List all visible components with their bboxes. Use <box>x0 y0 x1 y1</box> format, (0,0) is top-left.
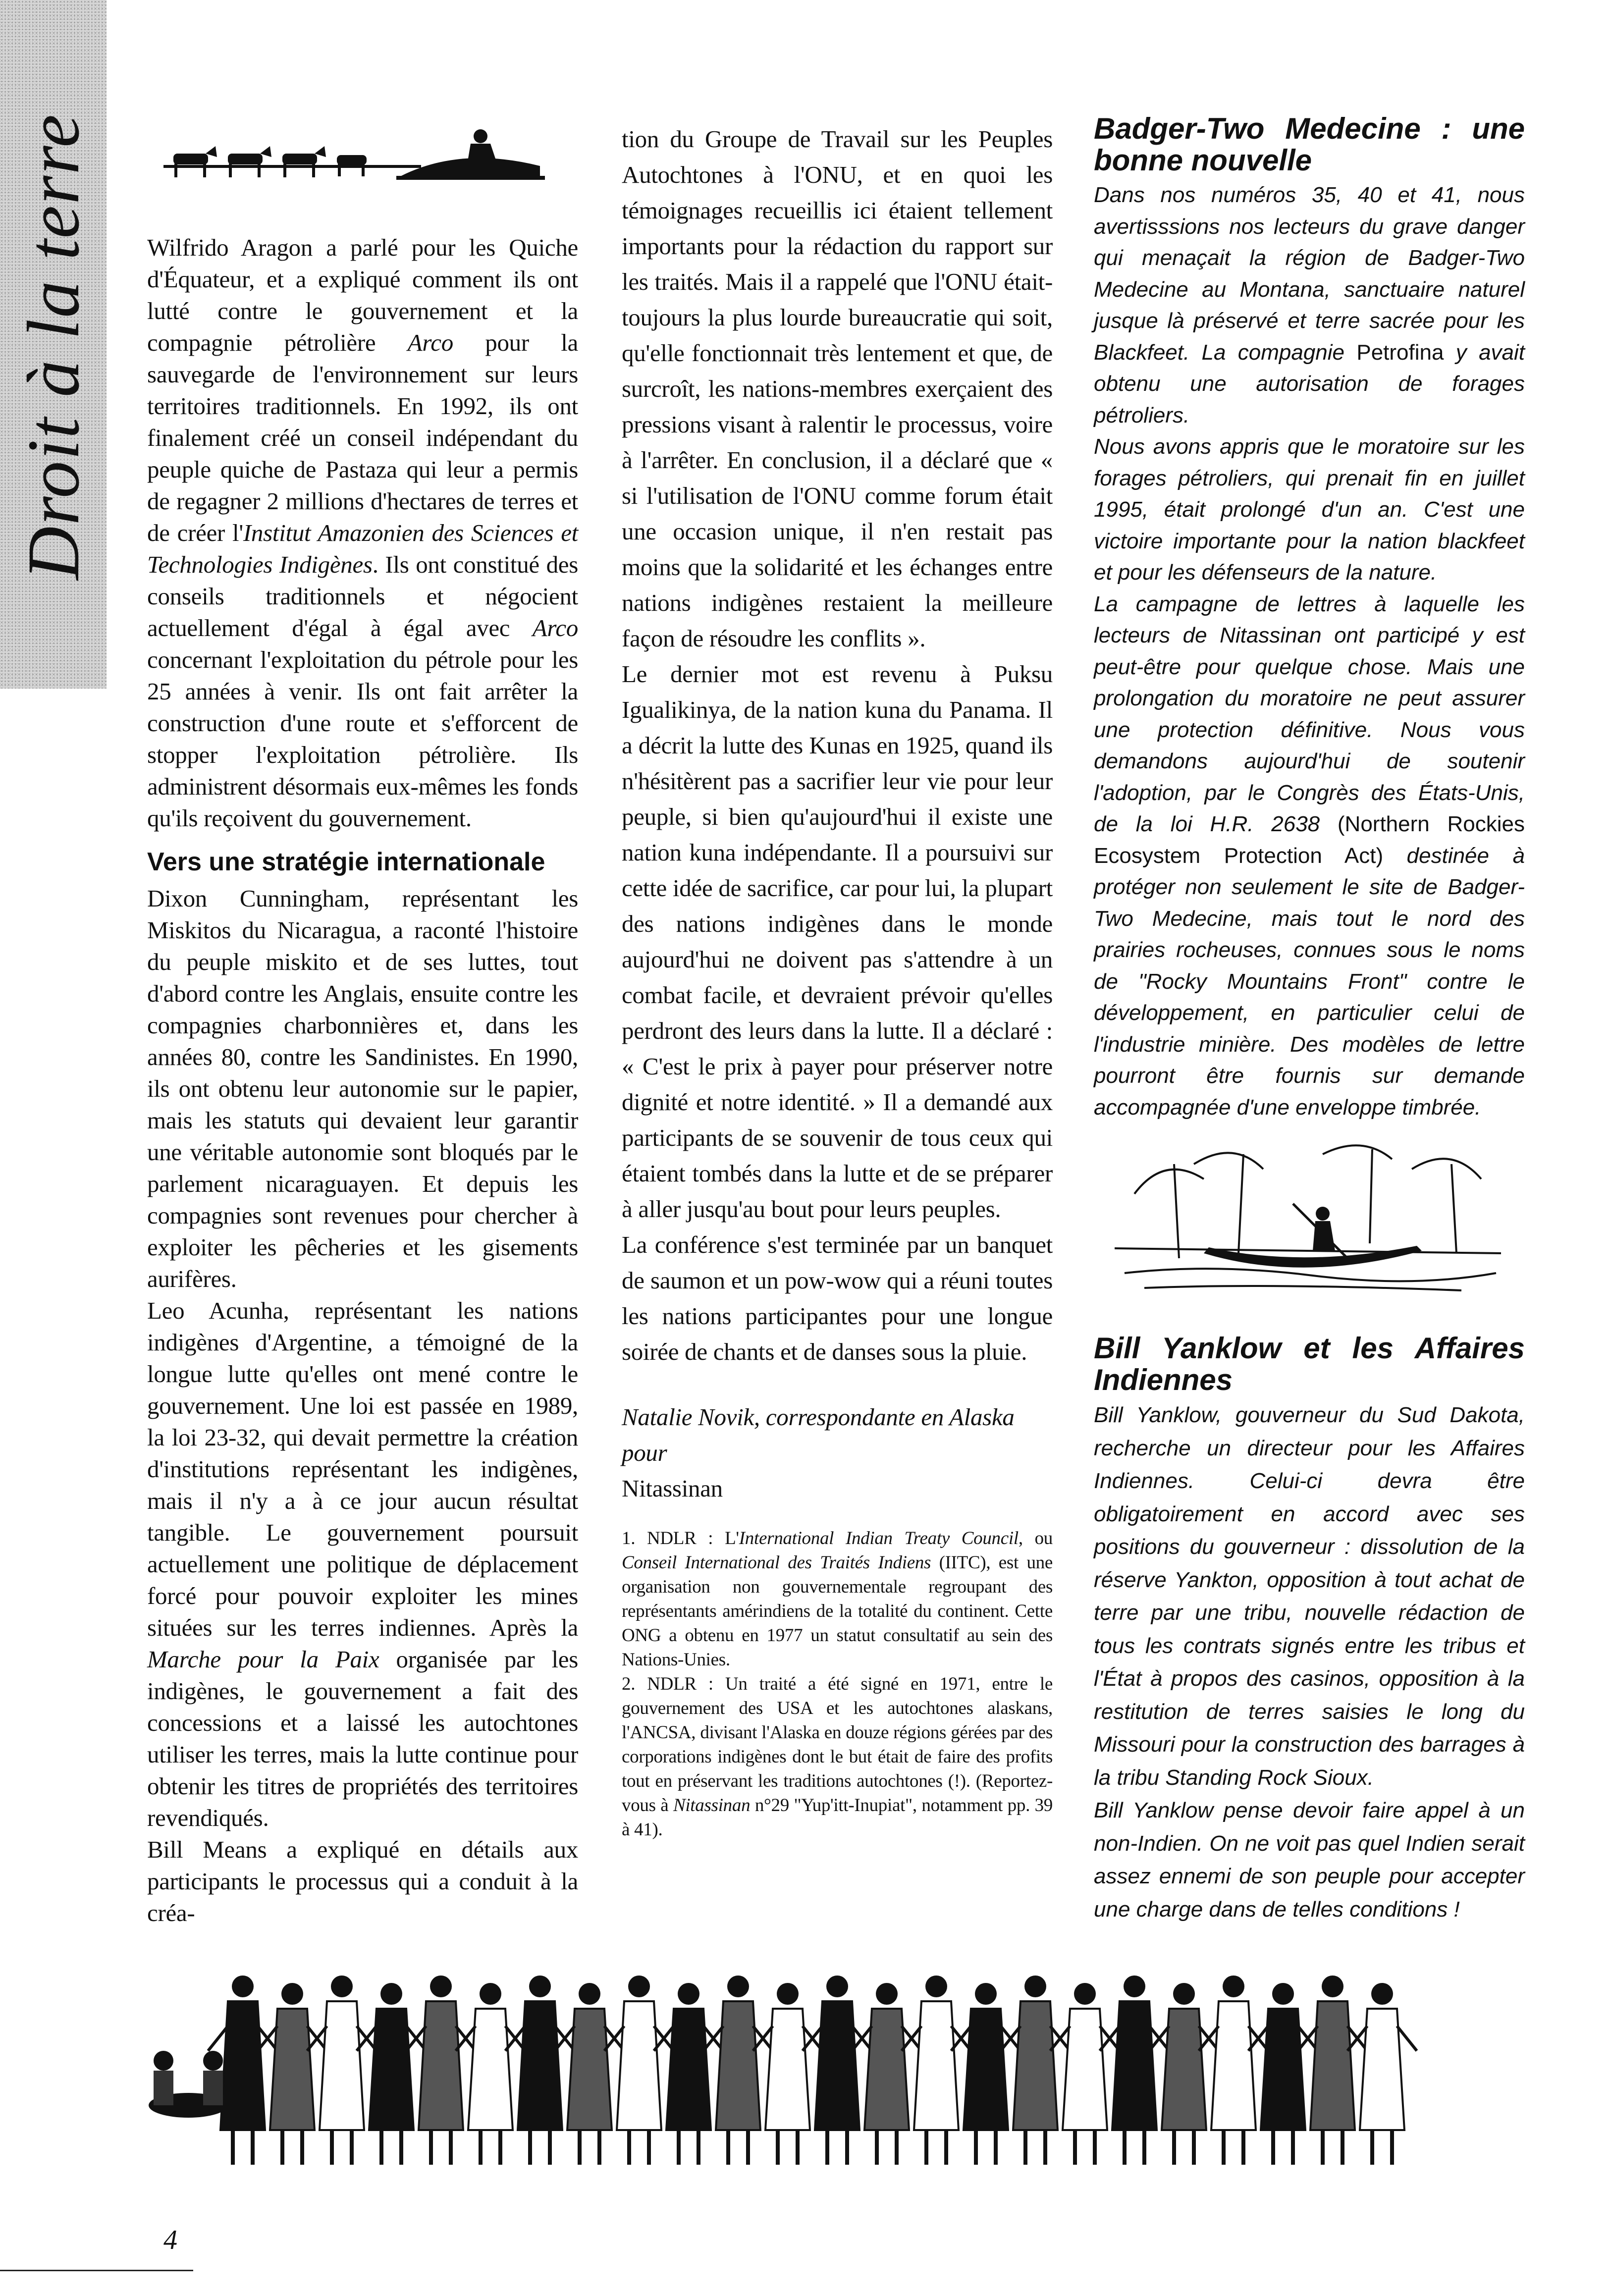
paragraph <box>622 121 1053 656</box>
dancer-figure <box>902 1976 971 2165</box>
text-run: Bill Means a expliqué en détails aux participants le processus qui a conduit à la créa- <box>147 1836 578 1926</box>
paragraph <box>622 1227 1053 1370</box>
article-heading: Bill Yanklow et les Affaires Indiennes <box>1094 1332 1525 1396</box>
paragraph <box>1094 588 1525 1123</box>
dancer-figure <box>703 1976 773 2165</box>
section-heading: Vers une stratégie internationale <box>147 848 545 876</box>
text-run: concernant l'exploitation du pétrole pour les 25 années à venir. Ils ont fait arrêter la construction d'une route et s'efforcent de stopper l'exploitation pétrolière. Ils administrent désormais eux-mêmes les fonds qu'ils reçoivent du gouvernement. <box>147 646 578 832</box>
paragraph <box>622 1672 1053 1842</box>
author-signature <box>622 1399 1053 1506</box>
text-run: Institut Amazonien des Sciences et Technologies Indigènes <box>147 519 578 578</box>
footnotes <box>622 1526 1053 1842</box>
dancer-figure <box>456 1983 525 2165</box>
dog-icon <box>228 146 271 177</box>
text-run: Arco <box>407 329 453 356</box>
dancer-figure <box>1298 1976 1367 2165</box>
text-run: y avait obtenu une autorisation de forages pétroliers. <box>1094 340 1525 427</box>
text-run: organisée par les indigènes, le gouvernement a fait des concessions et a laissé les autochtones utiliser les terres, mais la lutte continue pour obtenir les titres de propriétés des territoires revendiqués. <box>147 1646 578 1831</box>
signature-publication: Nitassinan <box>622 1475 723 1502</box>
text-run: Bill Yanklow pense devoir faire appel à un non-Indien. On ne voit pas quel Indien serait assez ennemi de son peuple pour accepter une charge dans de telles conditions ! <box>1094 1798 1525 1922</box>
text-run: La conférence s'est terminée par un banquet de saumon et un pow-wow qui a réuni toutes les nations participantes pour une longue soirée de chants et de danses sous la pluie. <box>622 1231 1053 1365</box>
text-run: Arco <box>532 614 578 641</box>
text-run: Bill Yanklow, gouverneur du Sud Dakota, recherche un directeur pour les Affaires Indiennes. Celui-ci devra être obligatoirement en accord avec ses positions du gouverneur : dissolution de la réserve Yankton, opposition à tout achat de terre par une tribu, nouvelle rédaction de tous les contrats signés entre les tribus et l'État à propos des casinos, opposition à la restitution de terres saisies le long du Missouri pour la construction des barrages à la tribu Standing Rock Sioux. <box>1094 1403 1525 1790</box>
text-run: (IITC), est une organisation non gouvernementale regroupant des représentants amérindiens de la totalité du continent. Cette ONG a obtenu en 1977 un statut consultatif au sein des Nations-Unies. <box>622 1552 1053 1670</box>
dancer-figure <box>1149 1983 1219 2165</box>
text-run: pour la sauvegarde de l'environnement sur leurs territoires traditionnels. En 1992, ils ont finalement créé un conseil indépendant du peuple quiche de Pastaza qui leur a permis de regagner 2 millions d'hectares de terres et de créer l' <box>147 329 578 546</box>
text-run: Leo Acunha, représentant les nations indigènes d'Argentine, a témoigné de la longue lutte qu'elles ont mené contre le gouvernement. Une loi est passée en 1989, la loi 23-32, qui devait permettre la création d'institutions représentant les indigènes, mais il n'y a à ce jour aucun résultat tangible. Le gouvernement poursuit actuellement une politique de déplacement forcé pour pouvoir exploiter les mines situées sur les terres indiennes. Après la <box>147 1297 578 1641</box>
text-run: , ou <box>1018 1528 1053 1548</box>
column-3-lower <box>1094 1333 1525 1926</box>
dancer-figure <box>852 1983 921 2165</box>
dancer-figure <box>654 1983 723 2165</box>
text-run: La campagne de lettres à laquelle les lecteurs de Nitassinan ont participé y est peut-être pour quelque chose. Mais une prolongation du moratoire ne peut assurer une protection définitive. Nous vous demandons aujourd'hui de soutenir l'adoption, par le Congrès des États-Unis, de la loi H.R. 2638 <box>1094 591 1525 836</box>
paragraph <box>1094 431 1525 588</box>
dancer-figure <box>357 1983 426 2165</box>
dancer-figure <box>258 1983 327 2165</box>
text-run: 2. NDLR : Un traité a été signé en 1971, entre le gouvernement des USA et les autochtones alaskans, l'ANCSA, divisant l'Alaska en douze régions gérées par des corporations indigènes dont le but était de faire des profits tout en préservant les traditions autochtones (!). (Reportez-vous à <box>622 1674 1053 1815</box>
text-run: tion du Groupe de Travail sur les Peuples Autochtones à l'ONU, et en quoi les témoignages recueillis ici étaient tellement importants pour la rédaction du rapport sur les traités. Mais il a rappelé que l'ONU était-toujours la plus lourde bureaucratie qui soit, qu'elle fonctionnait très lentement et que, de surcroît, les nations-membres exerçaient des pressions visant à ralentir le processus, voire à l'arrêter. En conclusion, il a déclaré que « si l'utilisation de l'ONU comme forum était une occasion unique, il n'en restait pas moins que la solidarité et les échanges entre nations indigènes restaient la meilleure façon de résoudre les conflits ». <box>622 125 1053 652</box>
paragraph <box>147 232 578 834</box>
dancer-figure <box>505 1976 575 2165</box>
dancer-figure <box>1050 1983 1120 2165</box>
paragraph <box>622 1526 1053 1672</box>
text-run: Le dernier mot est revenu à Puksu Igualikinya, de la nation kuna du Panama. Il a décrit la lutte des Kunas en 1925, quand ils n'hésitèrent pas a sacrifier leur vie pour leur peuple, si bien qu'aujourd'hui il existe une nation kuna indépendante. Il a poursuivi sur cette idée de sacrifice, car pour lui, la plupart des nations indigènes dans le monde aujourd'hui ne doivent pas s'attendre à un combat facile, et devraient prévoir qu'elles perdront des leurs dans la lutte. Il a déclaré : « C'est le prix à payer pour préserver notre dignité et notre identité. » Il a demandé aux participants de se souvenir de tous ceux qui étaient tombés dans la lutte et de se préparer à aller jusqu'au bout pour leurs peuples. <box>622 660 1053 1223</box>
text-run: destinée à protéger non seulement le site de Badger-Two Medecine, mais tout le nord des prairies rocheuses, connues sous le noms de "Rocky Mountains Front" contre le développement, en particulier celui de l'industrie minière. Des modèles de lettre pourront être fournis sur demande accompagnée d'une enveloppe timbrée. <box>1094 843 1525 1120</box>
seated-group <box>149 2051 228 2118</box>
text-run: Nitassinan <box>673 1795 751 1815</box>
dog-icon <box>282 146 326 177</box>
signature-author: Natalie Novik, correspondante en Alaska pour <box>622 1403 1015 1466</box>
dog-sled-illustration <box>163 126 555 201</box>
section-banner <box>0 0 107 689</box>
dancer-figure <box>1100 1976 1169 2165</box>
text-run: Conseil International des Traités Indiens <box>622 1552 931 1573</box>
dancer-figure <box>753 1983 822 2165</box>
dancer-figure <box>307 1976 376 2165</box>
dancer-figure <box>951 1983 1020 2165</box>
paragraph <box>1094 1399 1525 1794</box>
page-number: 4 <box>163 2225 177 2255</box>
text-run: Dixon Cunningham, représentant les Miskitos du Nicaragua, a raconté l'histoire du peuple miskito et de ses luttes, tout d'abord contre les Anglais, ensuite contre les compagnies charbonnières et, dans les années 80, contre les Sandinistes. En 1990, ils ont obtenu leur autonomie sur le papier, mais les statuts qui devaient leur garantir une véritable autonomie sont bloqués par le parlement nicaraguayen. Et depuis les compagnies sont revenues pour chercher à exploiter les pêcheries et les gisements aurifères. <box>147 885 578 1292</box>
dancer-figure <box>1199 1976 1268 2165</box>
paragraph <box>147 883 578 1295</box>
paragraph <box>147 1834 578 1929</box>
text-run: International Indian Treaty Council <box>739 1528 1019 1548</box>
paragraph <box>1094 1794 1525 1926</box>
column-2 <box>622 121 1053 1842</box>
text-run: Dans nos numéros 35, 40 et 41, nous avertisssions nos lecteurs du grave danger qui menaçait la région de Badger-Two Medecine au Montana, sanctuaire naturel jusque là préservé et terre sacrée pour les Blackfeet. La compagnie <box>1094 183 1525 365</box>
dancer-figure <box>1347 1983 1417 2165</box>
paragraph <box>622 656 1053 1227</box>
footer-rule <box>0 2270 193 2271</box>
dancer-figure <box>1001 1976 1070 2165</box>
dancer-figure <box>1248 1983 1318 2165</box>
dancer-figure <box>555 1983 624 2165</box>
text-run: Petrofina <box>1356 340 1444 365</box>
dancer-figure <box>803 1976 872 2165</box>
paragraph <box>147 1295 578 1834</box>
text-run: Marche pour la Paix <box>147 1646 379 1673</box>
text-run: Nous avons appris que le moratoire sur les forages pétroliers, qui prenait fin en juillet 1995, était prolongé d'un an. C'est une victoire importante pour la nation blackfeet et pour les défenseurs de la nature. <box>1094 434 1525 585</box>
section-title: Droit à la terre <box>12 113 95 580</box>
dancer-figure <box>208 1976 277 2165</box>
dancers-illustration <box>144 1942 1442 2180</box>
text-run: Wilfrido Aragon a parlé pour les Quiche d'Équateur, et a expliqué comment ils ont lutté contre le gouvernement et la compagnie pétrolière <box>147 234 578 356</box>
text-run: (Northern Rockies Ecosystem Protection Act) <box>1094 812 1525 868</box>
canoe-illustration <box>1115 1134 1501 1303</box>
dancer-figure <box>406 1976 476 2165</box>
column-1 <box>147 232 578 1929</box>
article-heading: Badger-Two Medecine : une bonne nouvelle <box>1094 112 1525 177</box>
text-run: . Ils ont constitué des conseils traditionnels et négocient actuellement d'égal à égal avec <box>147 551 578 641</box>
dancer-figure <box>604 1976 674 2165</box>
dog-icon <box>173 146 217 177</box>
text-run: n°29 "Yup'itt-Inupiat", notamment pp. 39 à 41). <box>622 1795 1053 1840</box>
text-run: 1. NDLR : L' <box>622 1528 739 1548</box>
column-3 <box>1094 113 1525 1123</box>
paragraph <box>1094 179 1525 431</box>
